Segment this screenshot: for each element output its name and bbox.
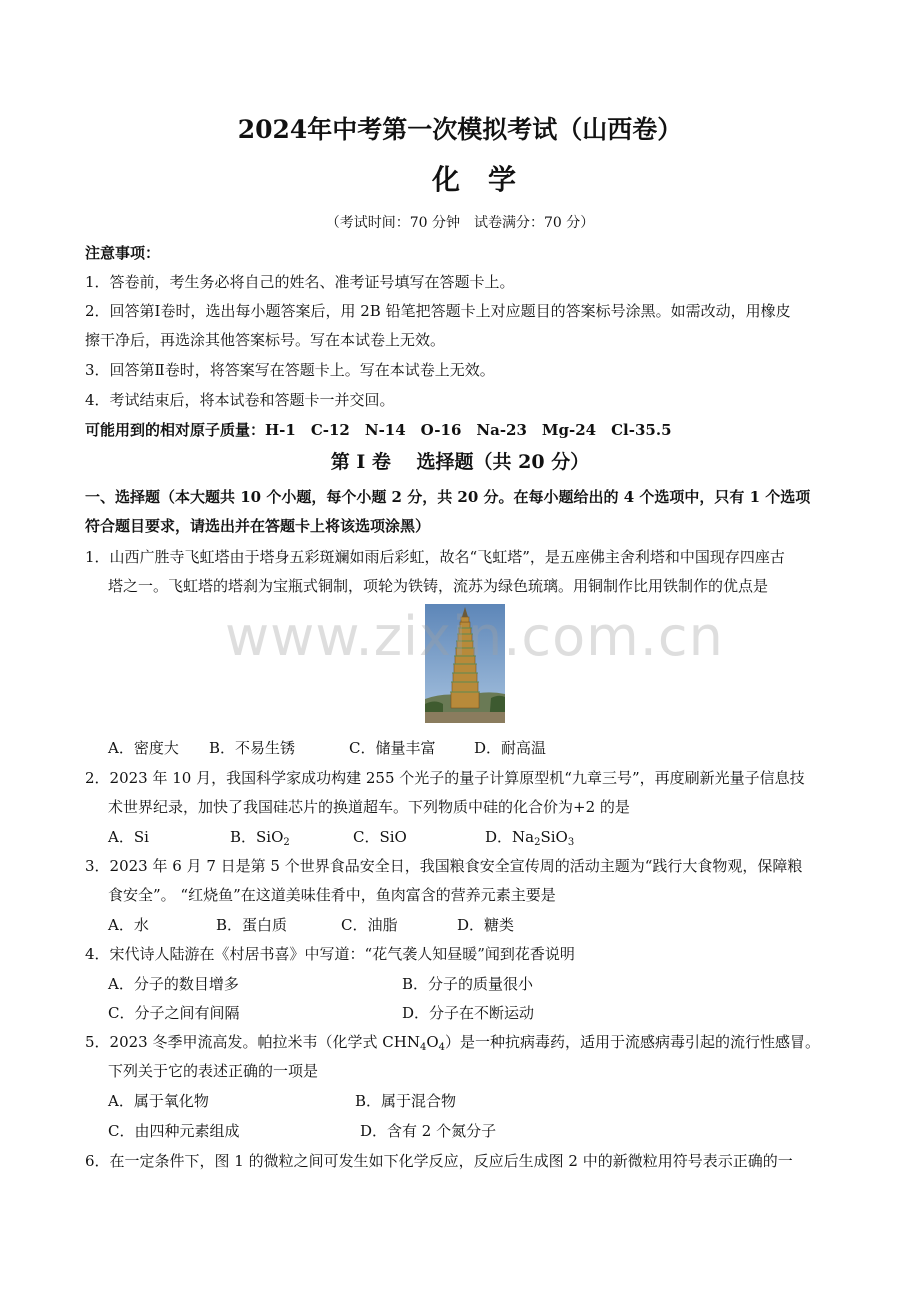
q3-line-2: 食安全”。 “红烧鱼”在这道美味佳肴中，鱼肉富含的营养元素主要是 bbox=[108, 886, 556, 904]
q2-option-c: C．SiO bbox=[353, 828, 407, 846]
q5-formula-sub-1: 4 bbox=[419, 1042, 427, 1053]
q2-option-a: A．Si bbox=[108, 828, 149, 846]
q5-line-1 bbox=[85, 1032, 820, 1052]
q2-option-d-sub-2: 3 bbox=[567, 837, 575, 848]
q2-line-2: 术世界纪录，加快了我国硅芯片的换道超车。下列物质中硅的化合价为+2 的是 bbox=[108, 798, 630, 816]
q5-line-2: 下列关于它的表述正确的一项是 bbox=[108, 1062, 319, 1080]
note-item-1: 1．答卷前，考生务必将自己的姓名、准考证号填写在答题卡上。 bbox=[85, 273, 515, 291]
q2-option-d-sub-1: 2 bbox=[534, 837, 541, 848]
q5-option-a: A．属于氧化物 bbox=[108, 1092, 209, 1110]
q5-formula-sub-2: 4 bbox=[438, 1042, 446, 1053]
note-item-2-cont: 擦干净后，再选涂其他答案标号。写在本试卷上无效。 bbox=[85, 331, 446, 349]
exam-title: 2024年中考第一次模拟考试（山西卷） bbox=[237, 115, 683, 144]
q4-option-b: B．分子的质量很小 bbox=[402, 975, 534, 993]
q3-option-a: A．水 bbox=[108, 916, 149, 934]
q5-option-b: B．属于混合物 bbox=[355, 1092, 457, 1110]
note-item-4: 4．考试结束后，将本试卷和答题卡一并交回。 bbox=[85, 391, 395, 409]
q4-option-c: C．分子之间有间隔 bbox=[108, 1004, 240, 1022]
q4-line-1: 4．宋代诗人陆游在《村居书喜》中写道：“花气袭人知昼暖”闻到花香说明 bbox=[85, 945, 575, 963]
q1-option-b: B．不易生锈 bbox=[209, 739, 296, 757]
section-title: 第 I 卷 选择题（共 20 分） bbox=[330, 451, 590, 473]
q1-line-1: 1．山西广胜寺飞虹塔由于塔身五彩斑斓如雨后彩虹，故名“飞虹塔”，是五座佛主舍利塔和中国现存四座古 bbox=[85, 548, 785, 566]
q2-option-d-text-2: SiO bbox=[540, 828, 568, 846]
q2-option-b-sub: 2 bbox=[283, 837, 290, 848]
q5-option-c: C．由四种元素组成 bbox=[108, 1122, 240, 1140]
exam-info: （考试时间：70 分钟 试卷满分：70 分） bbox=[325, 215, 595, 231]
q3-option-b: B．蛋白质 bbox=[216, 916, 288, 934]
q4-option-d: D．分子在不断运动 bbox=[402, 1004, 535, 1022]
q5-option-d: D．含有 2 个氮分子 bbox=[360, 1122, 497, 1140]
section-instruction-2: 符合题目要求，请选出并在答题卡上将该选项涂黑） bbox=[85, 517, 431, 535]
section-instruction-1: 一、选择题（本大题共 10 个小题，每个小题 2 分，共 20 分。在每小题给出的 4 个选项中，只有 1 个选项 bbox=[85, 488, 811, 506]
q2-line-1: 2．2023 年 10 月，我国科学家成功构建 255 个光子的量子计算原型机“九章三号”，再度刷新光量子信息技 bbox=[85, 769, 805, 787]
q1-option-c: C．储量丰富 bbox=[349, 739, 436, 757]
subject-title: 化学 bbox=[431, 163, 544, 196]
q4-option-a: A．分子的数目增多 bbox=[108, 975, 239, 993]
q2-option-d-text-1: D．Na bbox=[485, 828, 535, 846]
q3-option-d: D．糖类 bbox=[457, 916, 515, 934]
notes-heading: 注意事项： bbox=[85, 244, 161, 262]
q1-line-2: 塔之一。飞虹塔的塔刹为宝瓶式铜制，项轮为铁铸，流苏为绿色琉璃。用铜制作比用铁制作的优点是 bbox=[108, 577, 769, 595]
atomic-masses: 可能用到的相对原子质量：H-1 C-12 N-14 O-16 Na-23 Mg-24 Cl-35.5 bbox=[85, 421, 672, 439]
q3-option-c: C．油脂 bbox=[341, 916, 398, 934]
q5-line-1-text-b: ）是一种抗病毒药，适用于流感病毒引起的流行性感冒。 bbox=[445, 1033, 821, 1051]
q2-option-b-text: B．SiO bbox=[230, 828, 284, 846]
q2-option-b bbox=[230, 827, 290, 847]
q5-formula-o: O bbox=[426, 1033, 439, 1051]
q1-option-d: D．耐高温 bbox=[474, 739, 547, 757]
note-item-2: 2．回答第Ⅰ卷时，选出每小题答案后，用 2B 铅笔把答题卡上对应题目的答案标号涂黑。如需改动，用橡皮 bbox=[85, 302, 791, 320]
q1-option-a: A．密度大 bbox=[108, 739, 179, 757]
q6-line-1: 6．在一定条件下，图 1 的微粒之间可发生如下化学反应，反应后生成图 2 中的新微粒用符号表示正确的一 bbox=[85, 1152, 793, 1170]
q2-option-d bbox=[485, 827, 574, 847]
note-item-3: 3．回答第Ⅱ卷时，将答案写在答题卡上。写在本试卷上无效。 bbox=[85, 361, 495, 379]
q3-line-1: 3．2023 年 6 月 7 日是第 5 个世界食品安全日，我国粮食安全宣传周的活动主题为“践行大食物观，保障粮 bbox=[85, 857, 803, 875]
q5-line-1-text-a: 5．2023 冬季甲流高发。帕拉米韦（化学式 CHN bbox=[85, 1033, 420, 1051]
watermark: www.zixin.com.cn bbox=[225, 605, 724, 668]
